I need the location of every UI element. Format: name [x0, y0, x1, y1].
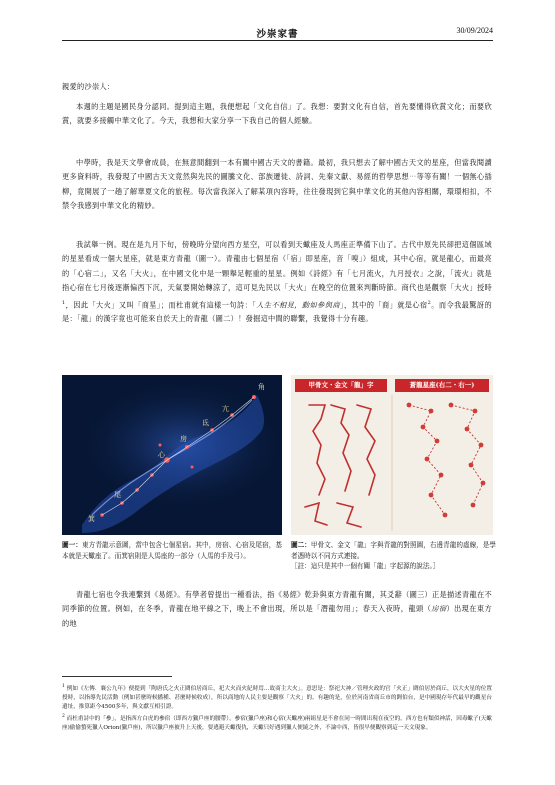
label-jiao: 角 — [258, 383, 265, 391]
footnote-1 — [62, 682, 492, 712]
footnote-1-text: 例如《左傳．襄公九年》便提到「陶唐氏之火正閼伯居商丘，祀大火而火紀時焉…故商主大火」。意思是：祭祀大神／管理火政的官「火正」閼伯居於商丘，以大火星的位置授時，以指導先民活動（例如甚麼時候播種、甚麼時候收成），所以商地的人民主要是觀察「大火」的。有趣的是，位於河南省商丘市的閼伯台，是中國現存年代最早的觀星台遺址，推算距今4500多年，與文獻互相引證。 — [62, 685, 493, 710]
paragraph-2: 中學時，我是天文學會成員，在無意間翻到一本有關中國古天文的書籍。最初，我只想去了解中國古天文的星座，但當我閱讀更多資料時，我發現了中國古天文竟然與先民的圖騰文化、部族遷徙、詩詞、先秦文獻、易經的哲學思想⋯等等有關！一個無心插柳，竟開展了一趟了解華夏文化的旅程。每次當我深入了解某項內容時，往往發現到它與中華文化的其他內容相關，環環相扣，不禁令我感到中華文化的精妙。 — [62, 158, 492, 211]
p3-part-d: 」，其中的「商」就是心宿 — [339, 300, 428, 310]
footnote-1-mark: 1 — [62, 684, 65, 689]
du-fu-quote: 人生不相見，動如參與商 — [256, 300, 340, 310]
paragraph-4 — [62, 588, 492, 631]
figure-2-left-header: 甲骨文・金文「龍」字 — [295, 379, 387, 392]
figure-2-caption — [291, 540, 496, 572]
label-fang: 房 — [180, 435, 187, 443]
footnote-divider — [62, 676, 172, 677]
footnote-2 — [62, 712, 492, 733]
header-divider — [62, 40, 493, 41]
figure-1-caption-text: 東方青龍示意圖，當中包含七個星宿。其中，房宿、心宿及尾宿，基本就是天蠍座了。而箕宿則是人馬座的一部分（人馬的手及弓）。 — [62, 541, 283, 560]
letter-date: 30/09/2024 — [456, 26, 493, 35]
figure-2-caption-label: 圖二： — [291, 541, 311, 549]
footnote-ref-2: 2 — [427, 299, 432, 306]
label-xin: 心 — [158, 451, 165, 459]
paragraph-3 — [62, 238, 492, 327]
paragraph-1: 本週的主題是國民身分認同。提到這主題，我便想起「文化自信」了。我想：要對文化有自信，首先要懂得欣賞文化；而要欣賞，就要多接觸中華文化了。今天，我想和大家分享一下我自己的個人經驗。 — [62, 102, 492, 126]
label-wei: 尾 — [114, 491, 121, 499]
figure-2-dragon-glyph-comparison — [291, 375, 493, 535]
label-ji: 箕 — [88, 515, 95, 523]
label-di: 氐 — [202, 419, 209, 427]
star-map-illustration — [62, 375, 282, 535]
figure-1-caption-label: 圖一： — [62, 541, 83, 549]
p4-part-c: ）出現在東方的地 — [62, 604, 492, 628]
figure-1-azure-dragon-map — [62, 375, 282, 535]
footnote-2-mark: 2 — [62, 714, 65, 719]
greeting: 親愛的沙崇人： — [62, 82, 115, 91]
letter-title: 沙崇家書 — [256, 29, 299, 40]
dragon-glyph-drawings — [291, 375, 493, 535]
p4-part-a: 青龍七宿也令我連繫到《易經》。有學者曾提出一種看法，指《易經》乾卦與東方青龍有關，其爻辭（圖三）正是描述青龍在不同季節的位置。例如，在冬季，青龍在地平線之下，晚上不會出現，所以是「潛龍勿用」；春天入夜時，龍頭（ — [62, 590, 492, 614]
p3-part-a: 我試舉一例。現在是九月下旬，傍晚時分望向西方星空，可以看到天蠍座及人馬座正準備下山了。古代中原先民卻把這個區域的星星看成一個大星座，就是東方青龍（圖一）。青龍由七個星宿（「宿」即星座，音「嗅」）組成，其中心宿，就是龍心，而最亮的「心宿二」，又名「大火」，在中國文化中是一顆舉足輕重的星星。例如《詩經》有「七月流火，九月授衣」之說，「流火」就是指心宿在七月後逐漸偏西下沉，天氣要開始轉涼了，這可見先民以「大火」在晚空的位置來判斷時節。商代也是觀察「大火」授時 — [62, 240, 492, 293]
footnote-2-text: 而杜甫詩中的「參」，是指西方白虎的參宿（即西方獵戶座的腰帶），參宿(獵戶座)和心宿(天蠍座)兩組星是不會在同一時間出現在夜空的。西方也有類似神話，因毒蠍子(天蠍座)偷偷螫死獵人Orion(獵戶座)，所以獵戶座被升上天後，要逃避天蠍復仇，天蠍只好遇到獵人便繞之外，不論中西，皆很早便觀察到這一天文現象。 — [62, 715, 492, 731]
figure-1-caption — [62, 540, 282, 561]
fang-xiu-term: 房宿 — [431, 604, 447, 614]
footnote-ref-1: 1 — [62, 299, 66, 306]
p3-part-b: ，因此「大火」又叫「商星」；而杜甫就有這樣一句詩：「 — [65, 300, 257, 310]
figure-2-caption-note: ［註：這只是其中一個有關「龍」字起源的說法。］ — [291, 562, 440, 570]
p3-part-e: 。而令我最驚訝的是：「龍」的漢字竟也可能來自於天上的青龍（圖二）！發掘這中間的聯繫，我覺得十分有趣。 — [62, 300, 492, 324]
figure-2-caption-text: 甲骨文、金文「龍」字與青龍的對照圖，右邊青龍的虛線，是學者憑時以不同方式連接。 — [291, 541, 497, 560]
figure-2-right-header: 蒼龍星座(右二・右一) — [395, 379, 489, 392]
label-kang: 亢 — [222, 405, 229, 413]
